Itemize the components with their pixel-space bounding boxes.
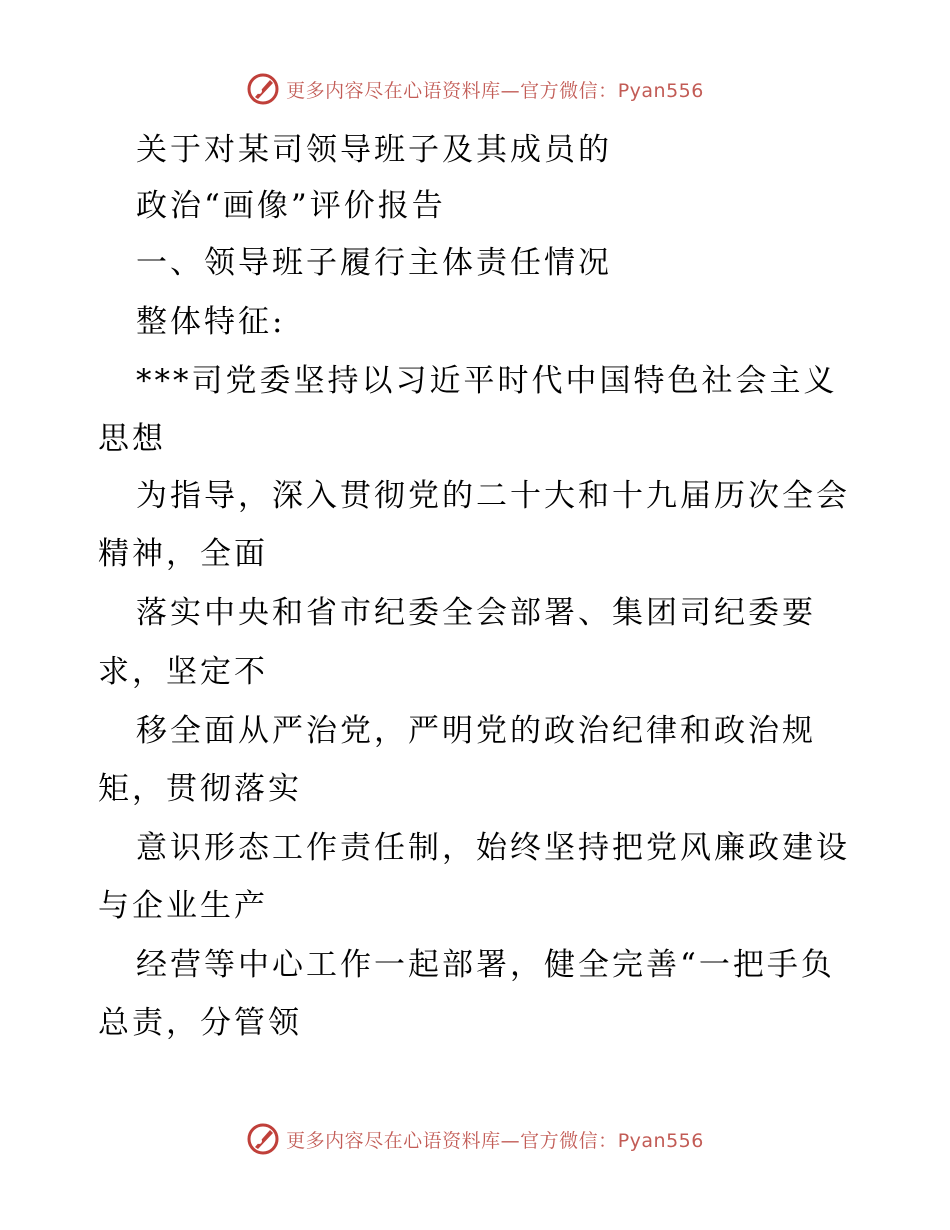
quill-logo-icon	[246, 1122, 280, 1156]
quill-logo-icon	[246, 72, 280, 106]
paragraph-line: 移全面从严治党，严明党的政治纪律和政治规	[136, 713, 816, 749]
watermark-wechat-id: Pyan556	[617, 79, 704, 102]
watermark-wechat-label: 官方微信：	[520, 1129, 618, 1152]
paragraph-line: 思想	[98, 421, 166, 457]
paragraph-line: ***司党委坚持以习近平时代中国特色社会主义	[136, 363, 838, 399]
paragraph-line: 为指导，深入贯彻党的二十大和十九届历次全会	[136, 478, 850, 514]
doc-title-line-2: 政治“画像”评价报告	[136, 188, 446, 224]
paragraph-line: 精神，全面	[98, 536, 268, 572]
footer-watermark	[0, 1122, 950, 1156]
paragraph-line: 矩，贯彻落实	[98, 771, 302, 807]
watermark-wechat-label: 官方微信：	[520, 79, 618, 102]
paragraph-line: 落实中央和省市纪委全会部署、集团司纪委要	[136, 595, 816, 631]
watermark-text	[286, 1126, 704, 1153]
paragraph-line: 求，坚定不	[98, 654, 268, 690]
doc-title-line-1: 关于对某司领导班子及其成员的	[136, 132, 612, 168]
subheading: 整体特征:	[136, 304, 286, 340]
watermark-dash: —	[500, 1129, 521, 1152]
watermark-title: 更多内容尽在心语资料库	[286, 79, 501, 102]
paragraph-line: 总责，分管领	[98, 1005, 302, 1041]
header-watermark	[0, 72, 950, 106]
paragraph-line: 意识形态工作责任制，始终坚持把党风廉政建设	[136, 830, 850, 866]
watermark-title: 更多内容尽在心语资料库	[286, 1129, 501, 1152]
paragraph-line: 经营等中心工作一起部署，健全完善“一把手负	[136, 947, 835, 983]
paragraph-line: 与企业生产	[98, 888, 268, 924]
watermark-text	[286, 76, 704, 103]
watermark-dash: —	[500, 79, 521, 102]
watermark-wechat-id: Pyan556	[617, 1129, 704, 1152]
section-heading: 一、领导班子履行主体责任情况	[136, 245, 612, 281]
